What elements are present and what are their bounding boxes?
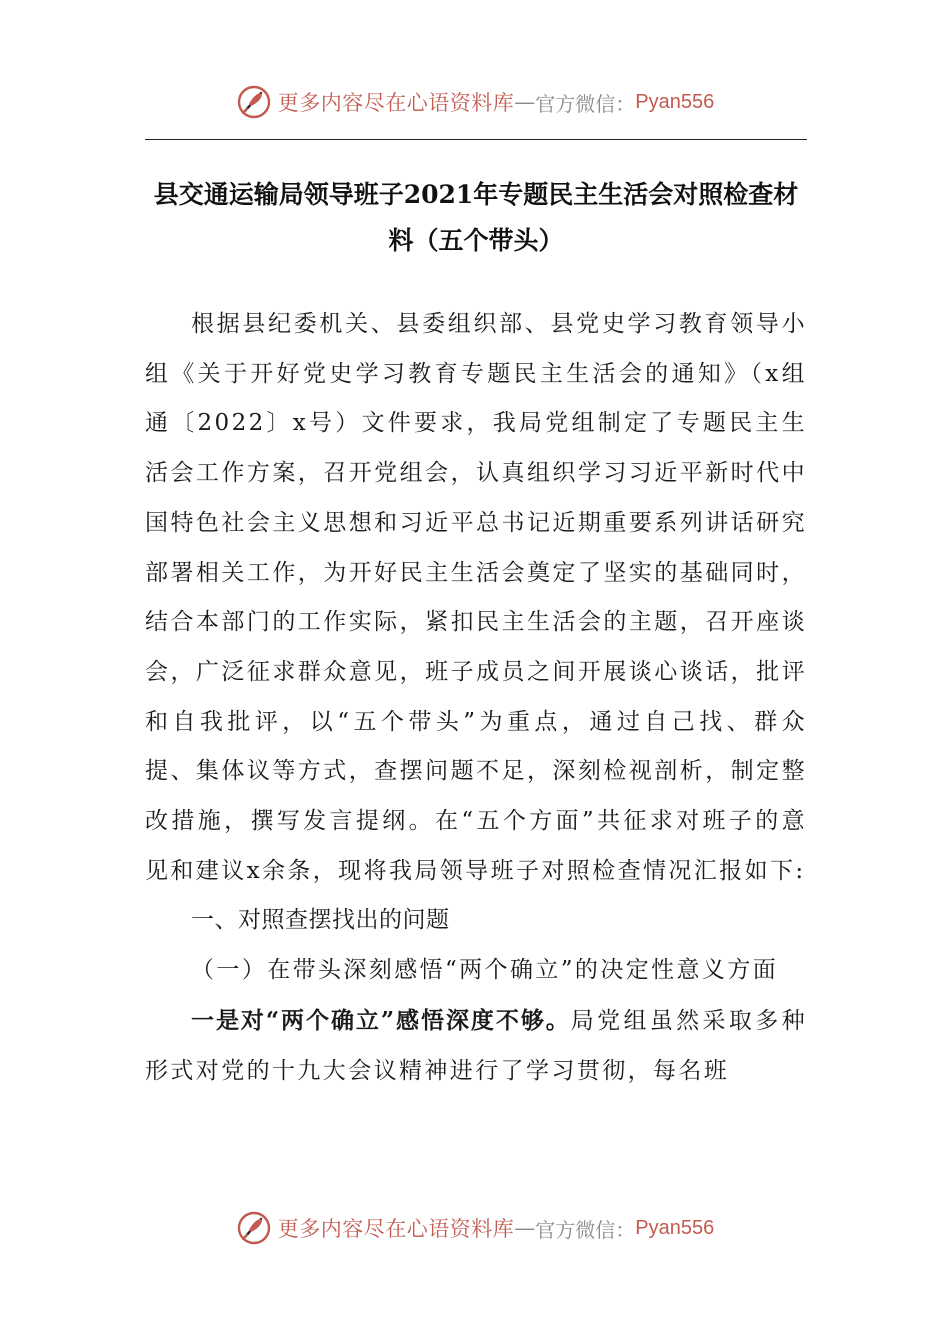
- footer-watermark: [0, 1208, 950, 1248]
- subsection-heading: （一）在带头深刻感悟“两个确立”的决定性意义方面: [191, 957, 779, 984]
- point-lead: 一是对“两个确立”感悟深度不够。: [191, 1006, 571, 1034]
- document-body: [145, 300, 807, 1096]
- quill-logo-icon: [236, 1210, 272, 1246]
- header-watermark: [0, 82, 950, 122]
- watermark-separator: —: [514, 1216, 536, 1240]
- watermark-wechat-id: Pyan556: [635, 90, 715, 113]
- watermark-official-label: 官方微信：: [535, 1217, 636, 1242]
- intro-paragraph: 根据县纪委机关、县委组织部、县党史学习教育领导小组《关于开好党史学习教育专题民主生活会的通知》（x组通〔2022〕x号）文件要求，我局党组制定了专题民主生活会工作方案，召开党组会，认真组织学习习近平新时代中国特色社会主义思想和习近平总书记近期重要系列讲话研究部署相关工作，为开好民主生活会奠定了坚实的基础同时，结合本部门的工作实际，紧扣民主生活会的主题，召开座谈会，广泛征求群众意见，班子成员之间开展谈心谈话，批评和自我批评，以“五个带头”为重点，通过自己找、群众提、集体议等方式，查摆问题不足，深刻检视剖析，制定整改措施，撰写发言提纲。在“五个方面”共征求对班子的意见和建议x余条，现将我局领导班子对照检查情况汇报如下:: [145, 311, 807, 884]
- section-heading: 一、对照查摆找出的问题: [191, 907, 450, 934]
- watermark-official-label: 官方微信：: [535, 91, 636, 116]
- watermark-text: 更多内容尽在心语资料库: [277, 91, 515, 115]
- document-title: 县交通运输局领导班子2021年专题民主生活会对照检查材料（五个带头）: [153, 180, 799, 255]
- watermark-separator: —: [514, 90, 536, 114]
- watermark-wechat-id: Pyan556: [635, 1216, 715, 1239]
- point-paragraph: [145, 996, 807, 1096]
- watermark-text: 更多内容尽在心语资料库: [277, 1217, 515, 1241]
- header-divider: [145, 139, 807, 140]
- point-text: 局党组虽然采取多种形式对党的十九大会议精神进行了学习贯彻，每名班: [145, 1007, 807, 1084]
- quill-logo-icon: [236, 84, 272, 120]
